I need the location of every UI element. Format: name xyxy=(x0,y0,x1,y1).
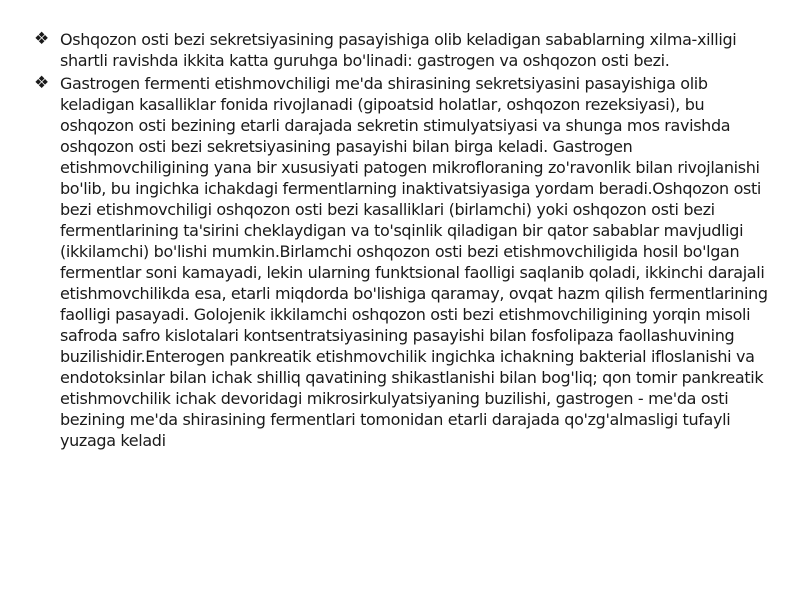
diamond-bullet-icon: ❖ xyxy=(34,29,50,49)
bullet-text: Oshqozon osti bezi sekretsiyasining pasayishiga olib keladigan sabablarning xilma-xilligi shartli ravishda ikkita katta guruhga bo'linadi: gastrogen va oshqozon osti bezi. xyxy=(60,30,737,70)
bullet-list xyxy=(34,29,778,451)
bullet-item xyxy=(34,73,778,451)
diamond-bullet-icon: ❖ xyxy=(34,73,50,93)
bullet-item xyxy=(34,29,778,71)
bullet-text: Gastrogen fermenti etishmovchiligi me'da shirasining sekretsiyasini pasayishiga olib keladigan kasalliklar fonida rivojlanadi (gipoatsid holatlar, oshqozon rezeksiyasi), bu oshqozon osti bezining etarli darajada sekretin stimulyatsiyasi va shunga mos ravishda oshqozon osti bezi sekretsiyasining pasayishi bilan birga keladi. Gastrogen etishmovchiligining yana bir xususiyati patogen mikrofloraning zo'ravonlik bilan rivojlanishi bo'lib, bu ingichka ichakdagi fermentlarning inaktivatsiyasiga yordam beradi.Oshqozon osti bezi etishmovchiligi oshqozon osti bezi kasalliklari (birlamchi) yoki oshqozon osti bezi fermentlarining ta'sirini cheklaydigan va to'sqinlik qiladigan bir qator sabablar mavjudligi (ikkilamchi) bo'lishi mumkin.Birlamchi oshqozon osti bezi etishmovchiligida hosil bo'lgan fermentlar soni kamayadi, lekin ularning funktsional faolligi saqlanib qoladi, ikkinchi darajali etishmovchilikda esa, etarli miqdorda bo'lishiga qaramay, ovqat hazm qilish fermentlarining faolligi pasayadi. Golojenik ikkilamchi oshqozon osti bezi etishmovchiligining yorqin misoli safroda safro kislotalari kontsentratsiyasining pasayishi bilan fosfolipaza faollashuvining buzilishidir.Enterogen pankreatik etishmovchilik ingichka ichakning bakterial ifloslanishi va endotoksinlar bilan ichak shilliq qavatining shikastlanishi bilan bog'liq; qon tomir pankreatik etishmovchilik ichak devoridagi mikrosirkulyatsiyaning buzilishi, gastrogen - me'da osti bezining me'da shirasining fermentlari tomonidan etarli darajada qo'zg'almasligi tufayli yuzaga keladi xyxy=(60,74,768,450)
